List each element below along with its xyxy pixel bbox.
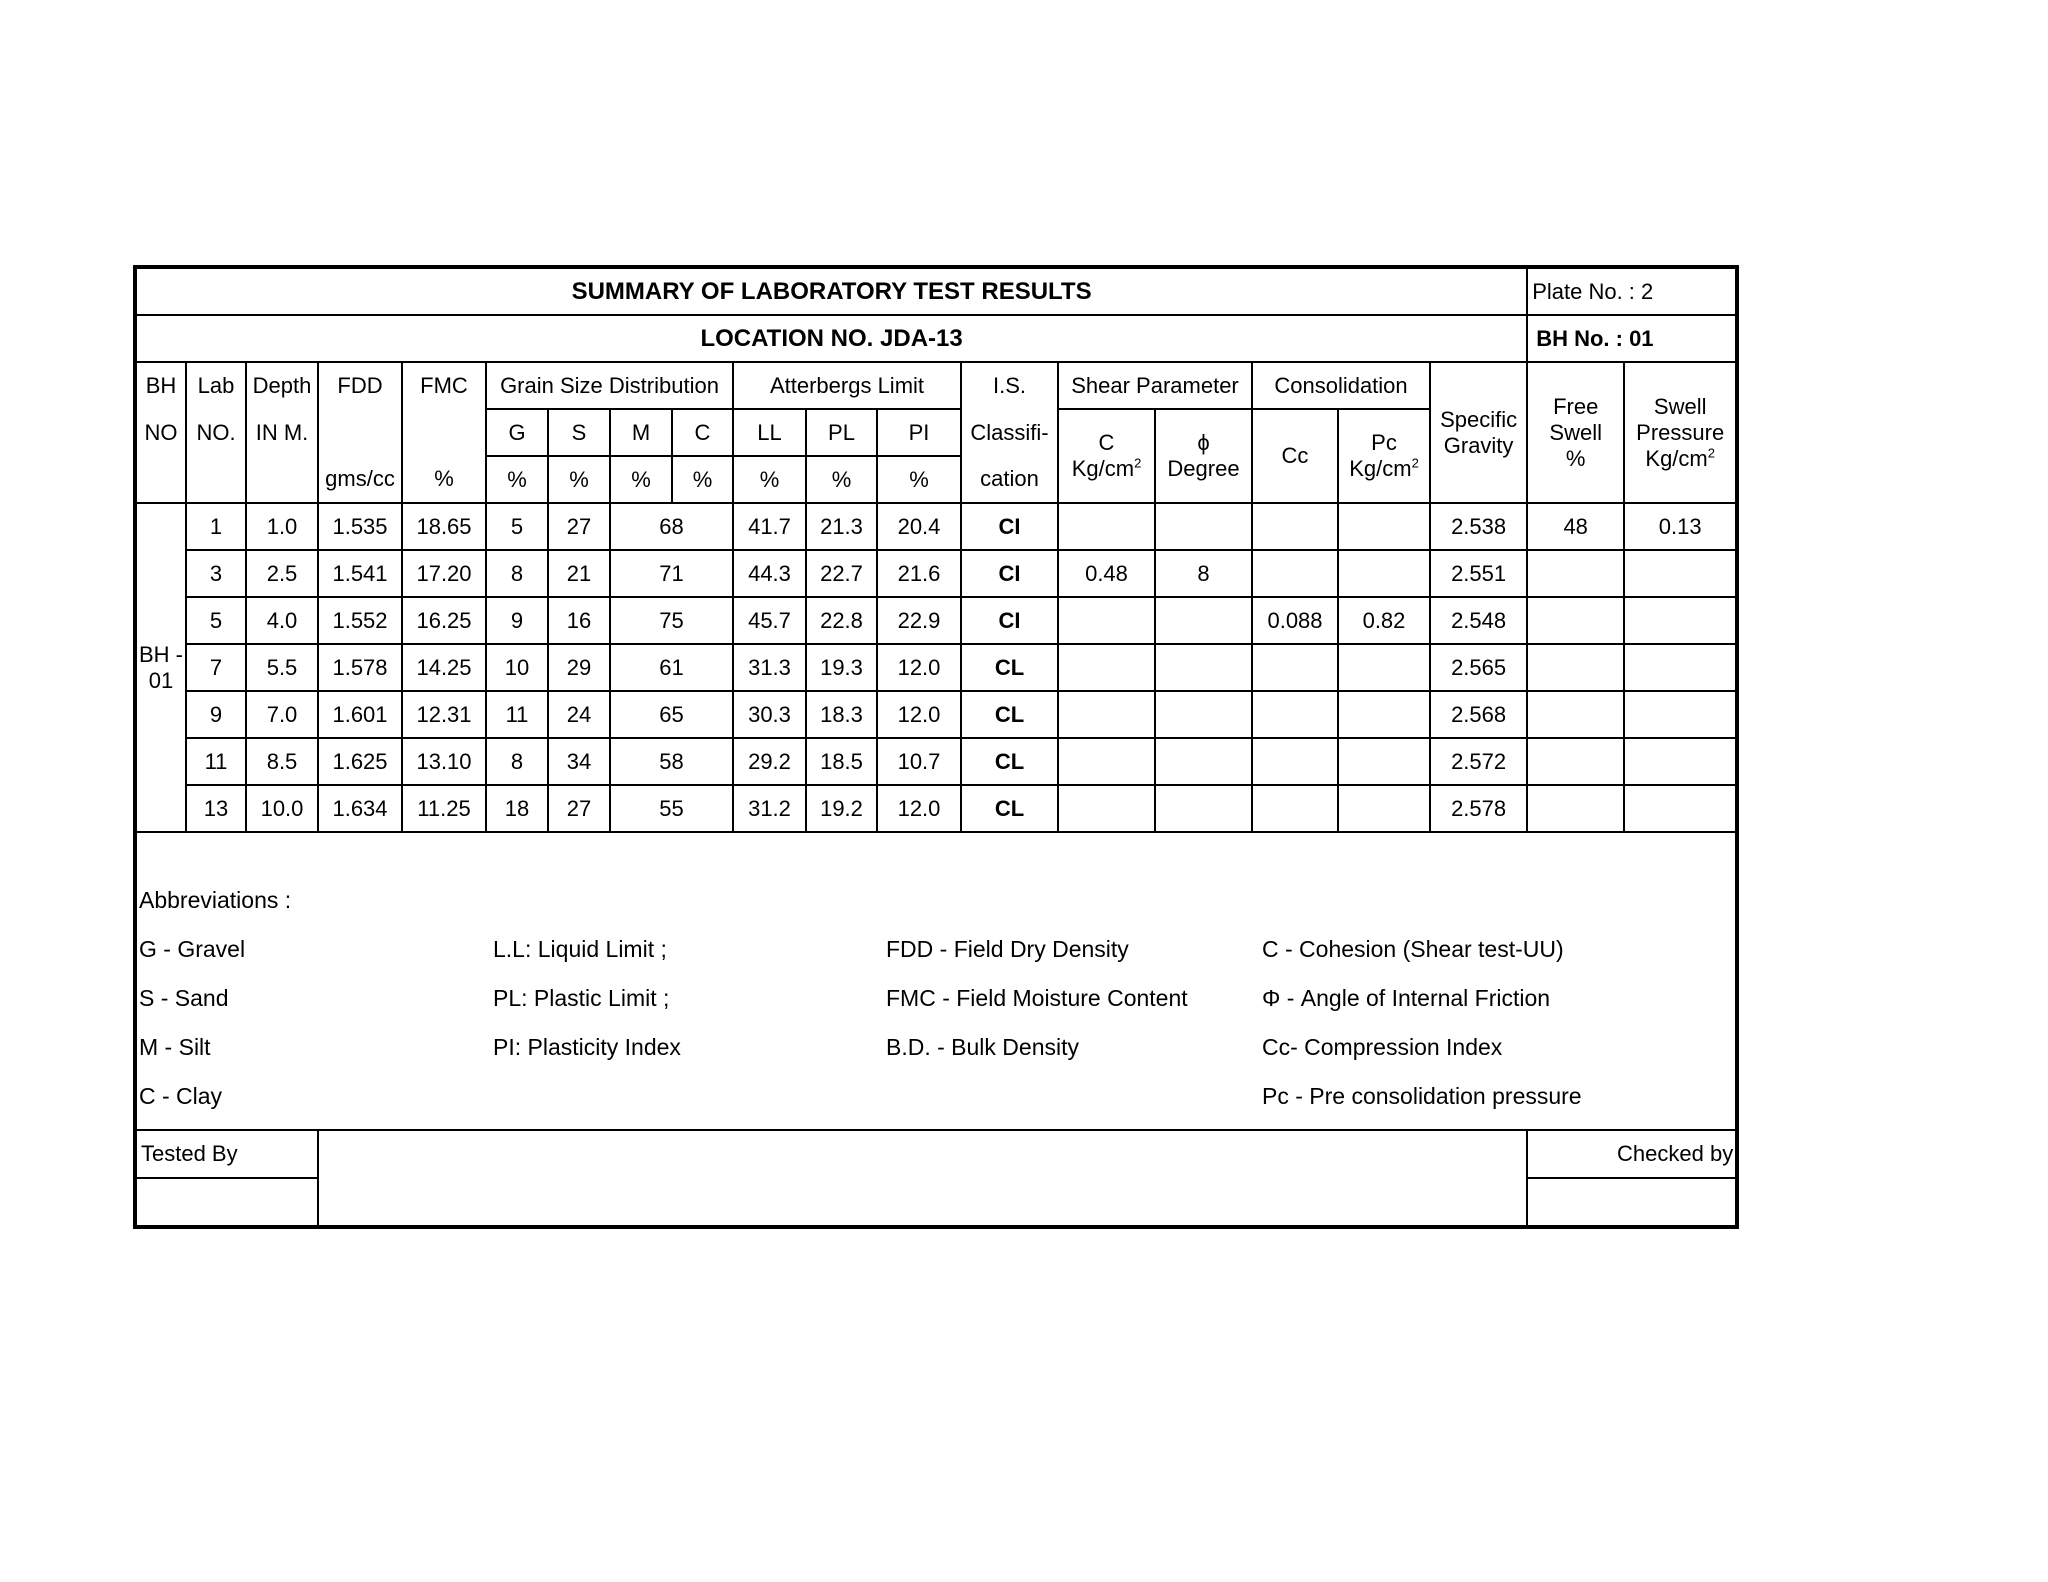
table-row — [135, 550, 1737, 597]
cell-plasticity-index: 12.0 — [877, 691, 961, 738]
cell-sand-pct: 16 — [548, 597, 610, 644]
table-row — [135, 691, 1737, 738]
cell-lab-no: 7 — [186, 644, 246, 691]
cell-fmc: 14.25 — [402, 644, 486, 691]
col-pl: PL — [806, 409, 877, 456]
cell-plastic-limit: 19.3 — [806, 644, 877, 691]
cell-compression-index — [1252, 738, 1338, 785]
cell-fmc: 13.10 — [402, 738, 486, 785]
cell-free-swell: 48 — [1527, 503, 1624, 550]
cell-fmc: 18.65 — [402, 503, 486, 550]
col-shear-c: C $Kg/cm^2$ — [1058, 409, 1155, 503]
abbr-field-dry-density: FDD - Field Dry Density — [886, 936, 1129, 962]
table-row — [135, 644, 1737, 691]
cell-plastic-limit: 22.8 — [806, 597, 877, 644]
cell-lab-no: 11 — [186, 738, 246, 785]
abbr-cohesion: C - Cohesion (Shear test-UU) — [1262, 936, 1564, 962]
cell-cohesion: 0.48 — [1058, 550, 1155, 597]
cell-silt-clay-pct: 58 — [610, 738, 733, 785]
cell-fdd: 1.535 — [318, 503, 402, 550]
results-table — [133, 265, 1739, 1229]
cell-is-classification: CL — [961, 738, 1058, 785]
col-fdd-unit: gms/cc — [318, 456, 402, 503]
cell-swell-pressure — [1624, 644, 1737, 691]
cell-specific-gravity: 2.565 — [1430, 644, 1527, 691]
swell-pressure-header: Swell Pressure $Kg/cm^2$ — [1624, 362, 1737, 503]
cell-gravel-pct: 18 — [486, 785, 548, 832]
cell-plastic-limit: 21.3 — [806, 503, 877, 550]
lab-results-sheet — [133, 265, 1735, 1229]
cell-free-swell — [1527, 597, 1624, 644]
col-m: M — [610, 409, 672, 456]
col-fdd-mid — [318, 409, 402, 456]
abbr-gravel: G - Gravel — [139, 936, 246, 962]
tested-by-signature — [135, 1178, 318, 1227]
abbr-preconsolidation: Pc - Pre consolidation pressure — [1262, 1083, 1582, 1109]
abbr-bulk-density: B.D. - Bulk Density — [886, 1034, 1079, 1060]
cell-cohesion — [1058, 597, 1155, 644]
cell-depth: 1.0 — [246, 503, 318, 550]
cell-compression-index — [1252, 550, 1338, 597]
cell-silt-clay-pct: 55 — [610, 785, 733, 832]
cell-preconsolidation — [1338, 738, 1430, 785]
tested-by-label: Tested By — [135, 1130, 318, 1178]
cell-specific-gravity: 2.538 — [1430, 503, 1527, 550]
cell-is-classification: CI — [961, 550, 1058, 597]
cell-preconsolidation: 0.82 — [1338, 597, 1430, 644]
col-depth-mid: IN M. — [246, 409, 318, 456]
table-row — [135, 503, 1737, 550]
cell-fdd: 1.634 — [318, 785, 402, 832]
cell-sand-pct: 27 — [548, 503, 610, 550]
col-pi: PI — [877, 409, 961, 456]
abbr-field-moisture: FMC - Field Moisture Content — [886, 985, 1188, 1011]
col-depth-top: Depth — [246, 362, 318, 409]
col-lab-top: Lab — [186, 362, 246, 409]
cell-fmc: 16.25 — [402, 597, 486, 644]
cell-friction-angle: 8 — [1155, 550, 1252, 597]
cell-is-classification: CI — [961, 503, 1058, 550]
cell-gravel-pct: 5 — [486, 503, 548, 550]
cell-cohesion — [1058, 691, 1155, 738]
cell-plasticity-index: 12.0 — [877, 644, 961, 691]
col-fmc-unit: % — [402, 456, 486, 503]
col-bh-top: BH — [135, 362, 186, 409]
cell-free-swell — [1527, 644, 1624, 691]
checked-by-signature — [1527, 1178, 1737, 1227]
col-fdd-top: FDD — [318, 362, 402, 409]
cell-compression-index: 0.088 — [1252, 597, 1338, 644]
cell-fdd: 1.625 — [318, 738, 402, 785]
cell-cohesion — [1058, 738, 1155, 785]
cell-fmc: 12.31 — [402, 691, 486, 738]
cell-swell-pressure — [1624, 691, 1737, 738]
cell-free-swell — [1527, 550, 1624, 597]
col-bh-mid: NO — [135, 409, 186, 456]
shear-header: Shear Parameter — [1058, 362, 1252, 409]
cell-liquid-limit: 44.3 — [733, 550, 806, 597]
unit-ll: % — [733, 456, 806, 503]
col-pc: Pc $Kg/cm^2$ — [1338, 409, 1430, 503]
cell-swell-pressure — [1624, 785, 1737, 832]
unit-pi: % — [877, 456, 961, 503]
cell-gravel-pct: 10 — [486, 644, 548, 691]
table-row — [135, 738, 1737, 785]
cell-free-swell — [1527, 691, 1624, 738]
cell-gravel-pct: 9 — [486, 597, 548, 644]
table-row — [135, 785, 1737, 832]
cell-swell-pressure — [1624, 597, 1737, 644]
plate-number: Plate No. : 2 — [1527, 267, 1737, 315]
cell-specific-gravity: 2.548 — [1430, 597, 1527, 644]
cell-preconsolidation — [1338, 785, 1430, 832]
cell-fdd: 1.552 — [318, 597, 402, 644]
col-s: S — [548, 409, 610, 456]
cell-lab-no: 13 — [186, 785, 246, 832]
cell-sand-pct: 29 — [548, 644, 610, 691]
col-fmc-top: FMC — [402, 362, 486, 409]
cell-compression-index — [1252, 503, 1338, 550]
cell-gravel-pct: 8 — [486, 738, 548, 785]
cell-plastic-limit: 19.2 — [806, 785, 877, 832]
cell-depth: 10.0 — [246, 785, 318, 832]
cell-fmc: 11.25 — [402, 785, 486, 832]
unit-s: % — [548, 456, 610, 503]
cell-sand-pct: 27 — [548, 785, 610, 832]
col-lab-bottom — [186, 456, 246, 503]
cell-fdd: 1.541 — [318, 550, 402, 597]
cell-plastic-limit: 18.3 — [806, 691, 877, 738]
cell-preconsolidation — [1338, 644, 1430, 691]
cell-liquid-limit: 45.7 — [733, 597, 806, 644]
cell-gravel-pct: 8 — [486, 550, 548, 597]
cell-silt-clay-pct: 68 — [610, 503, 733, 550]
cell-friction-angle — [1155, 503, 1252, 550]
abbr-plastic-limit: PL: Plastic Limit ; — [493, 985, 670, 1011]
cell-free-swell — [1527, 738, 1624, 785]
cell-friction-angle — [1155, 738, 1252, 785]
cell-sand-pct: 21 — [548, 550, 610, 597]
cell-preconsolidation — [1338, 691, 1430, 738]
cell-preconsolidation — [1338, 503, 1430, 550]
cell-preconsolidation — [1338, 550, 1430, 597]
col-depth-bottom — [246, 456, 318, 503]
cell-plastic-limit: 18.5 — [806, 738, 877, 785]
col-shear-phi: ϕ Degree — [1155, 409, 1252, 503]
cell-is-classification: CL — [961, 644, 1058, 691]
cell-plasticity-index: 12.0 — [877, 785, 961, 832]
abbreviations-block — [135, 832, 1737, 1130]
results-body — [135, 503, 1737, 832]
bh-label: BH - 01 — [135, 503, 186, 832]
cell-depth: 7.0 — [246, 691, 318, 738]
cell-silt-clay-pct: 71 — [610, 550, 733, 597]
cell-swell-pressure: 0.13 — [1624, 503, 1737, 550]
cell-silt-clay-pct: 65 — [610, 691, 733, 738]
table-row — [135, 597, 1737, 644]
cell-cohesion — [1058, 785, 1155, 832]
col-is-top: I.S. — [961, 362, 1058, 409]
unit-g: % — [486, 456, 548, 503]
cell-plasticity-index: 20.4 — [877, 503, 961, 550]
cell-friction-angle — [1155, 597, 1252, 644]
col-g: G — [486, 409, 548, 456]
abbreviations-heading: Abbreviations : — [139, 887, 292, 913]
unit-pl: % — [806, 456, 877, 503]
abbr-clay: C - Clay — [139, 1083, 223, 1109]
cell-friction-angle — [1155, 785, 1252, 832]
abbr-silt: M - Silt — [139, 1034, 211, 1060]
cell-is-classification: CL — [961, 691, 1058, 738]
cell-swell-pressure — [1624, 738, 1737, 785]
free-swell-header: Free Swell % — [1527, 362, 1624, 503]
col-ll: LL — [733, 409, 806, 456]
cell-fdd: 1.601 — [318, 691, 402, 738]
cell-lab-no: 9 — [186, 691, 246, 738]
cell-liquid-limit: 30.3 — [733, 691, 806, 738]
atterberg-header: Atterbergs Limit — [733, 362, 961, 409]
abbr-plasticity-index: PI: Plasticity Index — [493, 1034, 681, 1060]
cell-plasticity-index: 21.6 — [877, 550, 961, 597]
cell-friction-angle — [1155, 644, 1252, 691]
unit-m: % — [610, 456, 672, 503]
cell-specific-gravity: 2.551 — [1430, 550, 1527, 597]
checked-by-label: Checked by — [1527, 1130, 1737, 1178]
cell-depth: 5.5 — [246, 644, 318, 691]
abbr-compression-index: Cc- Compression Index — [1262, 1034, 1503, 1060]
cell-cohesion — [1058, 644, 1155, 691]
cell-specific-gravity: 2.568 — [1430, 691, 1527, 738]
cell-plasticity-index: 10.7 — [877, 738, 961, 785]
cell-liquid-limit: 31.3 — [733, 644, 806, 691]
col-is-bottom: cation — [961, 456, 1058, 503]
cell-sand-pct: 24 — [548, 691, 610, 738]
cell-depth: 4.0 — [246, 597, 318, 644]
cell-lab-no: 5 — [186, 597, 246, 644]
col-bh-bottom — [135, 456, 186, 503]
cell-plastic-limit: 22.7 — [806, 550, 877, 597]
location-number: LOCATION NO. JDA-13 — [135, 315, 1527, 362]
col-c: C — [672, 409, 733, 456]
cell-compression-index — [1252, 785, 1338, 832]
cell-sand-pct: 34 — [548, 738, 610, 785]
cell-plasticity-index: 22.9 — [877, 597, 961, 644]
abbr-sand: S - Sand — [139, 985, 229, 1011]
abbr-liquid-limit: L.L: Liquid Limit ; — [493, 936, 667, 962]
cell-cohesion — [1058, 503, 1155, 550]
cell-lab-no: 3 — [186, 550, 246, 597]
cell-fdd: 1.578 — [318, 644, 402, 691]
cell-friction-angle — [1155, 691, 1252, 738]
sheet-title: SUMMARY OF LABORATORY TEST RESULTS — [135, 267, 1527, 315]
cell-lab-no: 1 — [186, 503, 246, 550]
cell-depth: 2.5 — [246, 550, 318, 597]
signature-middle-area — [318, 1130, 1527, 1227]
cell-free-swell — [1527, 785, 1624, 832]
cell-compression-index — [1252, 644, 1338, 691]
col-fmc-mid — [402, 409, 486, 456]
col-is-mid: Classifi- — [961, 409, 1058, 456]
col-lab-mid: NO. — [186, 409, 246, 456]
cell-fmc: 17.20 — [402, 550, 486, 597]
cell-gravel-pct: 11 — [486, 691, 548, 738]
unit-c: % — [672, 456, 733, 503]
abbr-friction-angle: Φ - Angle of Internal Friction — [1262, 985, 1551, 1011]
cell-liquid-limit: 31.2 — [733, 785, 806, 832]
consolidation-header: Consolidation — [1252, 362, 1430, 409]
cell-silt-clay-pct: 75 — [610, 597, 733, 644]
cell-is-classification: CI — [961, 597, 1058, 644]
cell-liquid-limit: 41.7 — [733, 503, 806, 550]
cell-specific-gravity: 2.572 — [1430, 738, 1527, 785]
cell-swell-pressure — [1624, 550, 1737, 597]
cell-specific-gravity: 2.578 — [1430, 785, 1527, 832]
cell-is-classification: CL — [961, 785, 1058, 832]
cell-depth: 8.5 — [246, 738, 318, 785]
specific-gravity-header: Specific Gravity — [1430, 362, 1527, 503]
cell-compression-index — [1252, 691, 1338, 738]
bh-number: BH No. : 01 — [1527, 315, 1737, 362]
grain-size-header: Grain Size Distribution — [486, 362, 733, 409]
cell-silt-clay-pct: 61 — [610, 644, 733, 691]
col-cc: Cc — [1252, 409, 1338, 503]
cell-liquid-limit: 29.2 — [733, 738, 806, 785]
